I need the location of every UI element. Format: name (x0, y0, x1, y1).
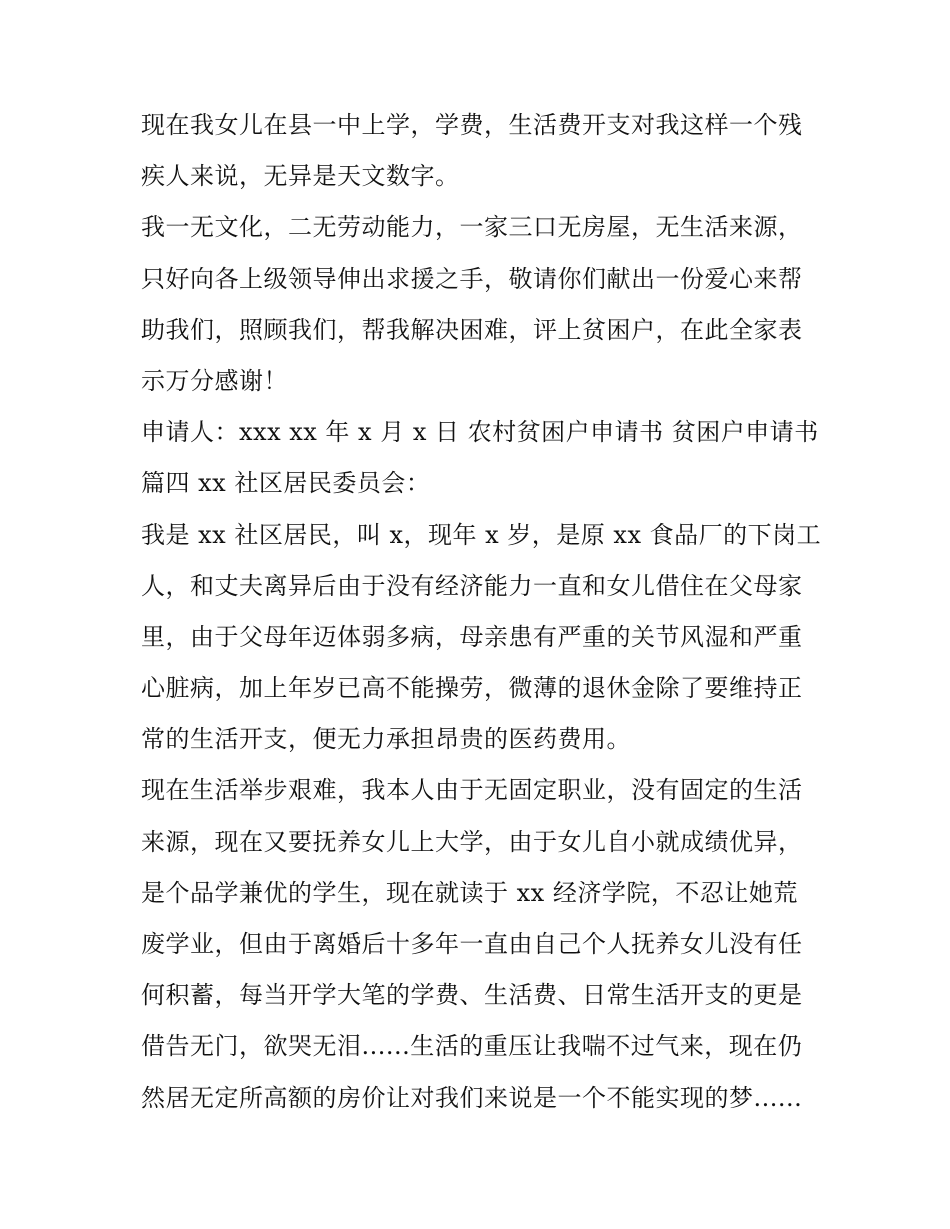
text-line: 只好向各上级领导伸出求援之手，敬请你们献出一份爱心来帮 (141, 264, 803, 293)
text-line: 我一无文化，二无劳动能力，一家三口无房屋，无生活来源， (141, 213, 803, 242)
text-line: 里，由于父母年迈体弱多病，母亲患有严重的关节风湿和严重 (141, 622, 803, 651)
text-line: 是个品学兼优的学生，现在就读于 xx 经济学院，不忍让她荒 (141, 878, 798, 907)
text-line: 废学业，但由于离婚后十多年一直由自己个人抚养女儿没有任 (141, 930, 803, 958)
text-line: 来源，现在又要抚养女儿上大学，由于女儿自小就成绩优异， (141, 827, 803, 856)
text-line: 疾人来说，无异是天文数字。 (141, 162, 460, 191)
text-line: 然居无定所高额的房价让对我们来说是一个不能实现的梦...... (141, 1083, 803, 1112)
text-line: 借告无门，欲哭无泪......生活的重压让我喘不过气来，现在仍 (141, 1032, 803, 1061)
text-line: 现在我女儿在县一中上学，学费，生活费开支对我这样一个残 (141, 111, 803, 139)
text-line: 人，和丈夫离异后由于没有经济能力一直和女儿借住在父母家 (141, 571, 803, 600)
text-line: 助我们，照顾我们，帮我解决困难，评上贫困户，在此全家表 (141, 315, 803, 344)
text-line: 常的生活开支，便无力承担昂贵的医药费用。 (141, 725, 631, 754)
text-line: 现在生活举步艰难，我本人由于无固定职业，没有固定的生活 (141, 776, 803, 805)
text-line: 示万分感谢！ (141, 366, 288, 395)
text-line: 何积蓄，每当开学大笔的学费、生活费、日常生活开支的更是 (141, 981, 803, 1010)
text-line: 申请人：xxx xx 年 x 月 x 日 农村贫困户申请书 贫困户申请书 (141, 418, 819, 447)
text-line: 我是 xx 社区居民，叫 x，现年 x 岁，是原 xx 食品厂的下岗工 (141, 520, 822, 549)
document-body (141, 100, 821, 1124)
text-line: 篇四 xx 社区居民委员会： (141, 469, 431, 498)
text-line: 心脏病，加上年岁已高不能操劳，微薄的退休金除了要维持正 (141, 674, 803, 703)
